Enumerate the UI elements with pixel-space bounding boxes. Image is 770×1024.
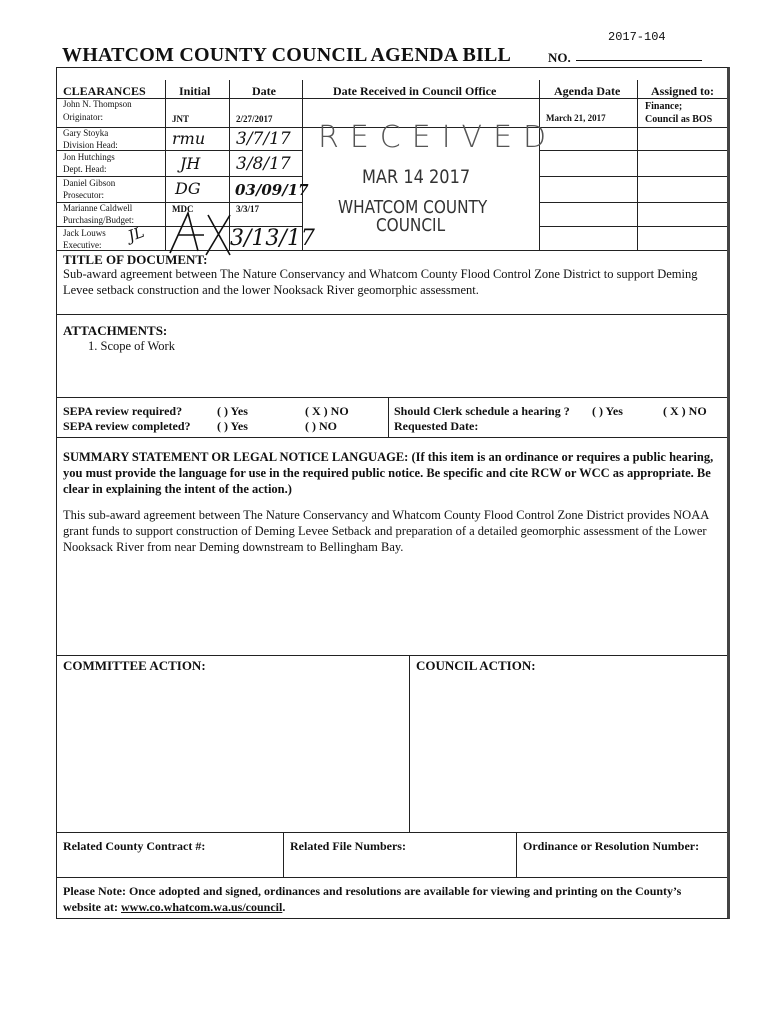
page-title: WHATCOM COUNTY COUNCIL AGENDA BILL bbox=[62, 44, 512, 66]
handwritten-initial: JH bbox=[180, 154, 201, 173]
related-contract-label: Related County Contract #: bbox=[63, 839, 206, 853]
title-of-document-text: Sub-award agreement between The Nature Conservancy and Whatcom County Flood Control Zone District to support Deming Levee setback construction and the lower Nooksack River geomorphic assessment. bbox=[63, 267, 698, 297]
clearance-row bbox=[63, 203, 134, 225]
assigned-to-line: Finance; bbox=[645, 101, 683, 112]
clearance-row bbox=[63, 228, 106, 250]
clearance-date: 2/27/2017 bbox=[236, 114, 273, 124]
clearance-role: Executive: bbox=[63, 240, 102, 250]
clearance-initial: JNT bbox=[172, 114, 190, 124]
clearance-role: Prosecutor: bbox=[63, 190, 104, 200]
clearance-name: Jack Louws bbox=[63, 228, 106, 238]
clearances-header: CLEARANCES bbox=[63, 84, 146, 98]
clearance-name: Marianne Caldwell bbox=[63, 203, 133, 213]
related-file-numbers-label: Related File Numbers: bbox=[290, 839, 406, 853]
date-received-header: Date Received in Council Office bbox=[333, 84, 497, 98]
clearance-role: Purchasing/Budget: bbox=[63, 215, 134, 225]
hearing-label: Should Clerk schedule a hearing ? bbox=[394, 404, 570, 418]
handwritten-initial: rmu bbox=[172, 129, 206, 148]
received-stamp-line2: COUNCIL bbox=[376, 215, 446, 236]
title-of-document-label: TITLE OF DOCUMENT: bbox=[63, 252, 208, 267]
committee-action-label: COMMITTEE ACTION: bbox=[63, 658, 206, 673]
requested-date-label: Requested Date: bbox=[394, 419, 479, 433]
summary-text: This sub-award agreement between The Nature Conservancy and Whatcom County Flood Control Zone District provides NOAA grant funds to support construction of Deming Levee Setback and preparation of a detailed geomorphic assessment of the Lower Nooksack River from near Deming downstream to Bellingham Bay. bbox=[63, 508, 709, 554]
ordinance-number-label: Ordinance or Resolution Number: bbox=[523, 839, 700, 853]
clearance-name: Gary Stoyka bbox=[63, 128, 109, 138]
sepa-required-label: SEPA review required? bbox=[63, 404, 183, 418]
document-number: 2017-104 bbox=[608, 30, 666, 44]
council-action-label: COUNCIL ACTION: bbox=[416, 658, 536, 673]
clearance-name: John N. Thompson bbox=[63, 99, 132, 109]
handwritten-initial: DG bbox=[175, 179, 201, 198]
clearance-row bbox=[63, 128, 118, 150]
handwritten-initial: JL bbox=[125, 222, 147, 246]
clearance-name: Daniel Gibson bbox=[63, 178, 116, 188]
received-stamp-line1: WHATCOM COUNTY bbox=[338, 197, 488, 218]
received-stamp: RECEIVED bbox=[318, 120, 558, 155]
sepa-completed-yes[interactable]: ( ) Yes bbox=[217, 419, 248, 433]
handwritten-date: 3/8/17 bbox=[236, 154, 291, 174]
clearance-row bbox=[63, 99, 132, 122]
received-stamp-date: MAR 14 2017 bbox=[362, 166, 471, 188]
summary-label: SUMMARY STATEMENT OR LEGAL NOTICE LANGUAGE: (If this item is an ordinance or requires a public hearing, you must provide the language for use in the required public notice. Be specific and cite RCW or WCC as appropriate. Be clear in explaining the intent of the action.) bbox=[63, 450, 714, 496]
agenda-bill-number-label: NO. bbox=[548, 50, 571, 65]
clearance-initial: MDC bbox=[172, 204, 194, 214]
hearing-no[interactable]: ( X ) NO bbox=[663, 404, 707, 418]
clearance-role: Originator: bbox=[63, 112, 103, 122]
clearance-row bbox=[63, 178, 115, 200]
council-website-link[interactable]: www.co.whatcom.wa.us/council bbox=[120, 900, 283, 914]
clearance-role: Division Head: bbox=[63, 140, 118, 150]
assigned-to-header: Assigned to: bbox=[651, 84, 715, 98]
note-body: Please Note: Once adopted and signed, ordinances and resolutions are available for viewing and printing on the County’s website at: bbox=[63, 884, 682, 914]
agenda-date-value: March 21, 2017 bbox=[546, 113, 606, 123]
hearing-yes[interactable]: ( ) Yes bbox=[592, 404, 623, 418]
clearance-name: Jon Hutchings bbox=[63, 152, 115, 162]
sepa-completed-label: SEPA review completed? bbox=[63, 419, 191, 433]
handwritten-date: 3/7/17 bbox=[236, 129, 291, 149]
assigned-to-line: Council as BOS bbox=[645, 114, 713, 125]
assigned-to-value bbox=[645, 100, 712, 126]
agenda-bill-number-field[interactable] bbox=[576, 60, 702, 61]
clearance-date: 3/3/17 bbox=[236, 204, 260, 214]
date-header: Date bbox=[252, 84, 276, 98]
sepa-required-yes[interactable]: ( ) Yes bbox=[217, 404, 248, 418]
attachment-item: 1. Scope of Work bbox=[88, 339, 175, 353]
attachments-label: ATTACHMENTS: bbox=[63, 323, 168, 338]
handwritten-date: 03/09/17 bbox=[235, 181, 309, 199]
note-text: Please Note: Once adopted and signed, ordinances and resolutions are available for viewing and printing on the County’s website at: www.co.whatcom.wa.us/council. bbox=[63, 884, 682, 914]
clearance-row bbox=[63, 152, 115, 174]
initial-header: Initial bbox=[179, 84, 211, 98]
sepa-required-no[interactable]: ( X ) NO bbox=[305, 404, 349, 418]
agenda-date-header: Agenda Date bbox=[554, 84, 621, 98]
sepa-completed-no[interactable]: ( ) NO bbox=[305, 419, 337, 433]
clearance-role: Dept. Head: bbox=[63, 164, 107, 174]
handwritten-date: 3/13/17 bbox=[230, 226, 315, 251]
